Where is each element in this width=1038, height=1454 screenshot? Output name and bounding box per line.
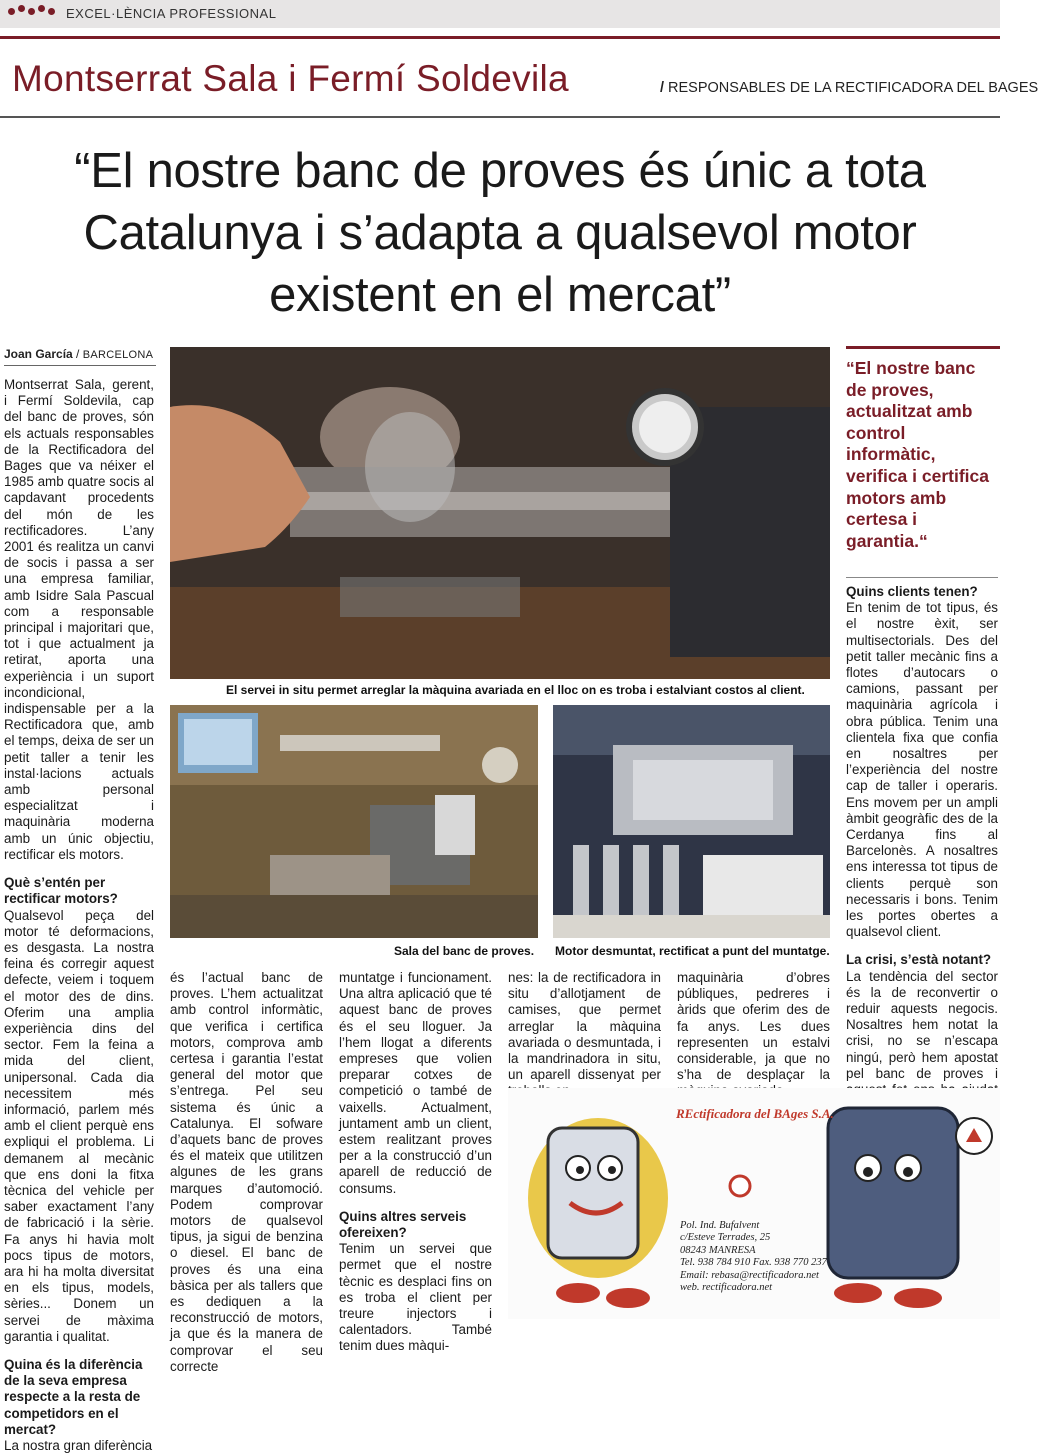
header-rule (0, 116, 1000, 118)
machine-illustration (170, 347, 830, 679)
ad-company-name: REctificadora del BAges S.A. (676, 1106, 834, 1121)
section-label: EXCEL·LÈNCIA PROFESSIONAL (66, 6, 277, 21)
question-heading: Quins altres serveis ofereixen? (339, 1208, 467, 1241)
engine-parts-caption: Motor desmuntat, rectificat a punt del muntatge. (555, 944, 830, 958)
top-rule (0, 36, 1000, 39)
pullquote-rule (846, 346, 1000, 349)
question-heading: Quina és la diferència de la seva empresa respecte a la resta de competidors en el mercat? (4, 1356, 143, 1437)
article-column-4: nes: la de rectificadora in situ d’allotjament de camises, que permet arreglar la màquina avariada o desmuntada, i la mandrinadora in situ, un aparell dissenyat per (508, 970, 661, 1083)
article-column-1: Montserrat Sala, gerent, i Fermí Soldevila, cap del banc de proves, són els actuals responsables de la Rectificadora del Bages que va néixer el 1985 amb quatre socis al capdavant procedents del món de les rectificadores. L’any 2001 és realitza un canvi de socis i passa a ser una empresa familiar, amb Isidre Sala Pascual com a responsable principal i majoritari que, tot i que actualment ja retirat, aporta una experiència i un suport incondicional, indispensable per a la Rectificadora que, amb el temps, deixa de ser un petit taller a tenir les instal·lacions actuals amb personal especialitzat i maquinària moderna amb un únic objectiu, rectificar els motors. Què s’entén per rectificar motors? Qualsevol peça del motor té deformacions, es desgasta. La nostra feina és corregir aquest defecte, veiem i toquem el motor des de dins. Oferim una amplia experiència dins del sector. Fem la feina a mida del client, unipersonal. Cada dia necessitem més informació, parlem més amb el client perquè ens expliqui el problema. Li demanem al mecànic que ens doni la fitxa tècnica del vehicle per saber exactament l’any de fabricació i la sèrie. Fa anys hi havia molt pocs tipus de motors, ara hi ha molta diversitat en els tipus, models, sèries... Donem un servei de màxima garantia i qualitat. Quina és la diferència de la seva empresa respecte a la resta de competidors en el mercat? La nostra gran diferència (4, 377, 154, 1453)
interviewee-names: Montserrat Sala i Fermí Soldevila (12, 58, 569, 99)
byline-rule (4, 365, 156, 366)
byline: Joan García / BARCELONA (4, 347, 154, 361)
question-heading: Què s’entén per rectificar motors? (4, 875, 118, 907)
interviewee-header (12, 58, 1038, 106)
advertisement (508, 1088, 1000, 1319)
article-column-2: és l’actual banc de proves. L’hem actualitzat amb control informàtic, que verifica i certifica motors, comprova amb certesa i garantia l’estat general del motor que s’entrega. Pel seu sistema és únic a Catalunya. El sofware d’aquets banc de proves és el mateix que utilitzen algunes de les grans marques d’automoció. Podem comprovar motors de qualsevol tipus, ja sigui de benzina o diesel. El banc de proves és una eina bàsica per als tallers que es dediquen a la reconstrucció de motors, ja que és la manera de comprovar el seu correcte (170, 970, 323, 1374)
test-bench-caption: Sala del banc de proves. (394, 944, 535, 958)
main-photo-caption: El servei in situ permet arreglar la màquina avariada en el lloc on es troba i estalviant costos al client. (226, 683, 805, 697)
article-column-3: muntatge i funcionament. Una altra aplicació que té aquest banc de proves és el seu lloguer. Ja l’hem llogat a diferents empreses que volien preparar cotxes de competició o també de vaixells. Actualment, juntament amb un client, estem realitzant proves per a la construcció d’un aparell de reducció de consums. Quins altres serveis ofereixen? Tenim un servei que permet que el nostre tècnic es desplaci fins on es troba el client per treure injectors i calentadors. També tenim dues màqui- (339, 970, 492, 1354)
crown-logo-icon (8, 8, 55, 15)
engine-parts-photo (553, 705, 830, 938)
test-bench-photo (170, 705, 538, 938)
pullquote: “El nostre banc de proves, actualitzat amb control informàtic, verifica i certifica motors amb certesa i garantia.“ (846, 358, 989, 551)
question-heading: La crisi, s’està notant? (846, 952, 992, 968)
main-photo-machine (170, 347, 830, 679)
author: Joan García (4, 347, 73, 361)
article-column-5: maquinària d’obres públiques, pedreres i àrids que oferim des de fa anys. Les dues representen un estalvi considerable, ja que no s’ha de desplaçar la (677, 970, 830, 1083)
ad-address: Pol. Ind. Bufalvent c/Esteve Terrades, 25 08243 MANRESA Tel. 938 784 910 Fax. 938 770 237 Email: rebasa@rectificadora.net web. rectificadora.net (680, 1220, 827, 1294)
article-column-6: Quins clients tenen? En tenim de tot tipus, és el nostre èxit, ser multisectorials. Des del petit taller mecànic fins a flotes d’autocars o camions, passant per maquinària agrícola i obra pública. Tenim una clientela fixa que confia en nosaltres per l’experiència del nostre cap de taller i operaris. Ens movem per un ampli àmbit geogràfic des de la Cerdanya fins al Barcelonès. A nosaltres ens interessa tot tipus de clients perquè son necessaris i bons. Tenim les portes obertes a qualsevol client. La crisi, s’està notant? La tendència del sector és la de reconvertir o reduir aquests negocis. Nosaltres hem notat la crisi, no se n’escapa ningú, però hem apostat pel banc de proves i (846, 584, 998, 1081)
headline: “El nostre banc de proves és únic a tota Catalunya i s’adapta a qualsevol motor existent en el mercat” (74, 144, 926, 322)
question-heading: Quins clients tenen? (846, 584, 978, 599)
dateline-city: BARCELONA (82, 349, 154, 361)
interviewee-role: / RESPONSABLES DE LA RECTIFICADORA DEL BAGES (660, 80, 1038, 96)
section-bar (0, 0, 1000, 28)
